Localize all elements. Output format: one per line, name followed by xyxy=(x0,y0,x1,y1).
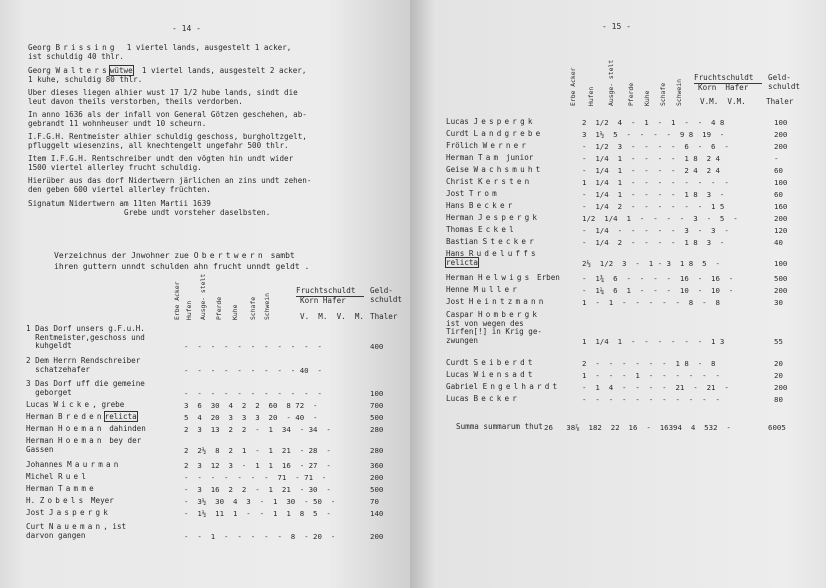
row-geld: 200 xyxy=(774,286,788,295)
table-row-name xyxy=(446,130,543,139)
row-name-pre: 3 Das Dorf uff die gemeine geborget xyxy=(26,379,145,397)
table-row-name xyxy=(26,497,114,506)
row-geld: 200 xyxy=(370,473,384,482)
row-values: - 1/4 1 - - - - 2 4 2 4 xyxy=(582,166,720,175)
row-values: 1/2 1/4 1 - - - - 3 - 5 - xyxy=(582,214,738,223)
row-name-post: , grebe xyxy=(92,400,125,409)
row-geld: 30 xyxy=(774,298,783,307)
row-values: 2½ 1/2 3 - 1 - 3 1 8 5 - xyxy=(582,258,720,268)
row-name-spaced: Landgrebe xyxy=(473,129,544,138)
row-name-spaced: Zobels xyxy=(39,496,87,505)
table-row-name xyxy=(446,298,547,307)
korn-hafer-header: Korn Hafer xyxy=(698,83,749,92)
summa-label: Summa summarum thut xyxy=(456,422,543,431)
row-name-post: Meyer xyxy=(86,496,114,505)
row-geld: 160 xyxy=(774,202,788,211)
row-values: - 1/4 1 - - - - 1 8 3 - xyxy=(582,190,725,199)
row-geld: 70 xyxy=(370,497,379,506)
row-name-pre: Johannes xyxy=(26,460,68,469)
column-header: Ausge- stelt xyxy=(199,273,207,320)
table-row-name xyxy=(26,325,145,351)
row-geld: 80 xyxy=(774,395,783,404)
row-name-pre: Herman xyxy=(26,412,59,421)
table-row-name xyxy=(26,485,97,494)
column-header: Ausge- stelt xyxy=(607,59,615,106)
row-name-post: Erben xyxy=(532,273,560,282)
row-name-boxed: relicta xyxy=(104,412,137,421)
row-name-pre: Jost xyxy=(446,189,469,198)
table-row-name xyxy=(446,154,533,163)
row-geld: - xyxy=(774,154,779,163)
table-row-name xyxy=(446,202,516,211)
entry-prefix: Georg xyxy=(28,66,56,75)
row-name-spaced: Jaspergk xyxy=(48,508,112,517)
row-name-spaced: Wiensadt xyxy=(473,370,536,379)
row-geld: 100 xyxy=(370,388,384,398)
row-name-pre: 2 Dem Herrn Rendschreiber schatzehafer xyxy=(26,356,141,374)
row-geld: 500 xyxy=(774,274,788,283)
table-row-name xyxy=(446,286,520,295)
title-name: Obertwern xyxy=(193,251,266,260)
table-row-name xyxy=(446,214,540,223)
row-name-spaced: Hombergk xyxy=(478,310,541,319)
row-name-spaced: Hoeman xyxy=(58,424,105,433)
row-name-post: junior xyxy=(501,153,534,162)
register-title-line2: ihren guttern unndt schulden ahn frucht unndt geldt . xyxy=(54,262,310,271)
row-values: 3 6 30 4 2 2 60 8 72 - xyxy=(184,401,318,410)
table-row-name xyxy=(446,226,517,235)
row-name-pre: Geise xyxy=(446,165,474,174)
table-row-name xyxy=(446,142,529,151)
register-title xyxy=(54,252,295,261)
row-name-pre: Hans xyxy=(446,201,469,210)
entry-text: Hierüber aus das dorf Nidertwern järlichen an zins undt zehen- den geben 600 viertel allerley früchten. xyxy=(28,176,312,194)
geld-header: Geld- schuldt xyxy=(370,286,403,304)
column-header: Schafe xyxy=(659,82,667,106)
row-geld: 100 xyxy=(774,178,788,187)
table-row-name xyxy=(446,395,520,404)
row-name-pre: Curdt xyxy=(446,358,474,367)
row-name-spaced: Maurman xyxy=(67,460,122,469)
row-geld: 20 xyxy=(774,359,783,368)
row-geld: 200 xyxy=(774,214,788,223)
row-name-pre: 1 Das Dorf unsers g.F.u.H. Rentmeister,geschoss und kuhgeldt xyxy=(26,324,145,351)
row-values: - 1/4 2 - - - - 1 8 3 - xyxy=(582,238,725,247)
row-geld: 500 xyxy=(370,413,384,422)
table-row-name xyxy=(446,118,536,127)
entry-text: 1 viertel lands, ausgestelt 2 acker, 1 kuhe, schuldig 80 thlr. xyxy=(28,66,307,84)
row-name-pre: Herman xyxy=(26,436,59,445)
row-name-spaced: Becker xyxy=(473,394,521,403)
row-name-spaced: Breden xyxy=(58,412,105,421)
entry-text: Uber dieses liegen alhier wust 17 1/2 hube lands, sindt die leut davon theils verstorben, theils verdorben. xyxy=(28,88,298,106)
row-name-spaced: Kersten xyxy=(478,177,533,186)
row-values: - 1/2 3 - - - - 6 - 6 - xyxy=(582,142,729,151)
row-name-boxed: relicta xyxy=(446,257,479,267)
row-name-spaced: Seiberdt xyxy=(473,358,536,367)
table-row-name xyxy=(26,380,145,397)
row-geld: 500 xyxy=(370,485,384,494)
row-name-pre: Hans xyxy=(446,249,469,258)
row-name-pre: Lucas xyxy=(446,394,474,403)
row-geld: 280 xyxy=(370,445,384,455)
row-name-pre: Gabriel xyxy=(446,382,483,391)
row-name-spaced: Jespergk xyxy=(478,213,541,222)
row-name-spaced: Werner xyxy=(482,141,530,150)
entry-name: Walters xyxy=(55,66,110,75)
table-row-name xyxy=(26,461,122,470)
row-name-spaced: Tam xyxy=(478,153,502,162)
table-row-name xyxy=(446,238,537,247)
entry-text: I.F.G.H. Rentmeister alhier schuldig geschoss, burgholtzgelt, pfluggelt wiesenzins, all knechtengelt ungefahr 500 thlr. xyxy=(28,132,307,150)
frucht-header: Fruchtschuldt xyxy=(694,73,754,82)
column-header: Erbe Acker xyxy=(569,67,577,106)
row-values: - - - - - - - - - 40 - xyxy=(184,365,322,375)
row-name-spaced: Heintzmann xyxy=(468,297,547,306)
column-header: Kuhe xyxy=(231,304,239,320)
table-row-name xyxy=(26,509,111,518)
row-name-post: ist von wegen des Tirfen[!] in Krig ge- zwungen xyxy=(446,318,543,345)
column-header: Erbe Acker xyxy=(173,281,181,320)
table-row-name xyxy=(446,359,536,368)
row-values: - - 1 - - - - - 8 - 20 - xyxy=(184,531,336,541)
row-name-pre: Caspar xyxy=(446,310,479,319)
row-values: - 1 4 - - - - 21 - 21 - xyxy=(582,383,729,392)
row-geld: 40 xyxy=(774,238,783,247)
column-header: Schafe xyxy=(249,296,257,320)
thaler-header: Thaler xyxy=(766,97,794,106)
table-row-name xyxy=(446,274,560,283)
table-row-name xyxy=(446,371,536,380)
row-values: - 1¼ 6 1 - - - 10 - 10 - xyxy=(582,286,734,295)
table-row-name xyxy=(26,523,126,540)
row-name-pre: Thomas xyxy=(446,225,479,234)
column-header: Schwein xyxy=(263,293,271,320)
page-number: - 14 - xyxy=(172,24,201,33)
table-row-name xyxy=(26,473,89,482)
entry-paragraph xyxy=(28,111,307,128)
row-geld: 700 xyxy=(370,401,384,410)
entry-paragraph xyxy=(28,177,311,194)
row-values: 1 - 1 - - - - - 8 - 8 xyxy=(582,298,720,307)
row-values: - - - - - - - - - - - xyxy=(184,388,322,398)
korn-hafer-header: Korn Hafer xyxy=(300,296,346,305)
column-header: Pferde xyxy=(215,296,223,320)
geld-header: Geld- schuldt xyxy=(768,73,801,91)
row-geld: 200 xyxy=(774,142,788,151)
table-row-name xyxy=(446,383,560,392)
row-values: - 1/4 - - - - - 3 - 3 - xyxy=(582,226,729,235)
column-header: Hufen xyxy=(587,86,595,106)
entry-paragraph xyxy=(28,44,291,61)
row-name-post: dahinden xyxy=(104,424,146,433)
row-name-pre: H. xyxy=(26,496,40,505)
entry-paragraph xyxy=(28,67,306,84)
entry-paragraph xyxy=(28,155,293,172)
vm-header: V.M. V.M. xyxy=(700,97,746,106)
row-geld: 20 xyxy=(774,371,783,380)
title-pre: Verzeichnus der Jnwohner zue xyxy=(54,251,194,260)
table-row-name xyxy=(446,178,532,187)
row-name-spaced: Ruel xyxy=(58,472,90,481)
row-values: 2 1/2 4 - 1 - 1 - - 4 8 xyxy=(582,118,725,127)
table-row-name xyxy=(26,437,141,454)
row-name-pre: Michel xyxy=(26,472,59,481)
row-geld: 400 xyxy=(370,342,384,352)
right-page xyxy=(410,0,826,588)
row-values: - - - - - - - - - - - xyxy=(582,395,720,404)
row-values: 2 - - - - - - 1 8 - 8 xyxy=(582,359,716,368)
row-values: - 3½ 30 4 3 - 1 30 - 50 - xyxy=(184,497,336,506)
table-row-name xyxy=(446,250,539,267)
table-row-name xyxy=(26,413,137,422)
column-header: Kuhe xyxy=(643,90,651,106)
row-values: - 1¾ 6 - - - - 16 - 16 - xyxy=(582,274,734,283)
entry-name: Brissing xyxy=(55,43,118,52)
row-name-pre: Lucas xyxy=(446,370,474,379)
row-name-post: bey der Gassen xyxy=(26,436,142,454)
table-row-name xyxy=(446,311,542,345)
row-name-spaced: Muller xyxy=(473,285,521,294)
table-row-name xyxy=(26,401,124,410)
row-values: 1 1/4 1 - - - - - - - - xyxy=(582,178,729,187)
row-geld: 60 xyxy=(774,190,783,199)
row-values: 2 2½ 8 2 1 - 1 21 - 28 - xyxy=(184,445,331,455)
entry-text: Item I.F.G.H. Rentschreiber undt den vögten hin undt wider 1500 viertel allerley frucht schuldig. xyxy=(28,154,294,172)
row-geld: 100 xyxy=(774,118,788,127)
row-name-spaced: Trom xyxy=(468,189,500,198)
row-values: - 1/4 2 - - - - - - 1 5 xyxy=(582,202,725,211)
entry-text: In anno 1636 als der infall von General Götzen geschehen, ab- gebrandt 11 wohnheuser undt 10 scheurn. xyxy=(28,110,307,128)
row-name-spaced: Hoeman xyxy=(58,436,105,445)
row-values: 5 4 20 3 3 3 20 - 40 - xyxy=(184,413,318,422)
entry-paragraph xyxy=(28,89,298,106)
row-values: 2 3 13 2 2 - 1 34 - 34 - xyxy=(184,425,331,434)
entry-paragraph xyxy=(28,133,307,150)
table-row-name xyxy=(26,357,140,374)
row-values: 2 3 12 3 - 1 1 16 - 27 - xyxy=(184,461,331,470)
row-values: - 3 16 2 2 - 1 21 - 30 - xyxy=(184,485,331,494)
row-values: 1 - - - 1 - - - - - - xyxy=(582,371,720,380)
row-name-pre: Bastian xyxy=(446,237,483,246)
row-name-pre: Lucas xyxy=(446,117,474,126)
row-name-pre: Herman xyxy=(446,213,479,222)
vm-header: V. M. V. M. xyxy=(300,312,365,321)
row-name-spaced: Wachsmuht xyxy=(473,165,544,174)
row-name-spaced: Tamme xyxy=(58,484,97,493)
row-name-spaced: Wicke xyxy=(53,400,93,409)
row-geld: 280 xyxy=(370,425,384,434)
entry-text: Signatum Nidertwern am 11ten Martii 1639 Grebe undt vorsteher daselbsten. xyxy=(28,199,271,217)
row-name-pre: Lucas xyxy=(26,400,54,409)
row-geld: 360 xyxy=(370,461,384,470)
row-name-pre: Henne xyxy=(446,285,474,294)
table-row-name xyxy=(446,166,543,175)
frucht-header: Fruchtschuldt xyxy=(296,286,356,295)
column-header: Pferde xyxy=(627,82,635,106)
entry-text: 1 viertel lands, ausgestelt 1 acker, ist schuldig 40 thlr. xyxy=(28,43,292,61)
row-geld: 120 xyxy=(774,226,788,235)
table-row-name xyxy=(26,425,146,434)
row-values: - - - - - - - - - - - xyxy=(184,342,322,352)
row-name-pre: Curdt xyxy=(446,129,474,138)
row-name-spaced: Rudeluffs xyxy=(468,249,539,258)
row-geld: 100 xyxy=(774,258,788,268)
table-row-name xyxy=(446,190,500,199)
row-name-pre: Herman xyxy=(26,424,59,433)
row-name-spaced: Helwigs xyxy=(478,273,533,282)
row-name-pre: Curt xyxy=(26,522,49,531)
thaler-header: Thaler xyxy=(370,312,398,321)
row-values: - 1½ 11 1 - - 1 1 8 5 - xyxy=(184,509,331,518)
row-geld: 55 xyxy=(774,336,783,346)
row-values: - 1/4 1 - - - - 1 8 2 4 xyxy=(582,154,720,163)
row-name-pre: Herman xyxy=(446,273,479,282)
row-name-spaced: Becker xyxy=(468,201,516,210)
left-page xyxy=(0,0,410,588)
row-name-spaced: Jespergk xyxy=(473,117,536,126)
column-header: Hufen xyxy=(185,300,193,320)
row-values: 3 1½ 5 - - - - 9 8 19 - xyxy=(582,130,725,139)
row-geld: 140 xyxy=(370,509,384,518)
summa-values: 26 38⅞ 182 22 16 - 16394 4 532 - xyxy=(544,423,731,432)
row-geld: 60 xyxy=(774,166,783,175)
page-number: - 15 - xyxy=(602,22,631,31)
row-geld: 200 xyxy=(774,383,788,392)
row-name-spaced: Eckel xyxy=(478,225,517,234)
title-post: sambt xyxy=(265,251,295,260)
row-name-pre: Herman xyxy=(446,153,479,162)
row-name-pre: Jost xyxy=(446,297,469,306)
row-name-pre: Herman xyxy=(26,484,59,493)
row-name-pre: Frölich xyxy=(446,141,483,150)
summa-geld: 6005 xyxy=(768,423,786,432)
entry-paragraph xyxy=(28,200,270,217)
row-geld: 200 xyxy=(370,531,384,541)
row-values: - - - - - - - 71 - 71 - xyxy=(184,473,327,482)
row-name-spaced: Stecker xyxy=(482,237,537,246)
row-name-spaced: Engelhardt xyxy=(482,382,561,391)
entry-prefix: Georg xyxy=(28,43,56,52)
row-values: 1 1/4 1 - - - - - - 1 3 xyxy=(582,336,725,346)
row-geld: 200 xyxy=(774,130,788,139)
row-name-pre: Jost xyxy=(26,508,49,517)
row-name-pre: Christ xyxy=(446,177,479,186)
row-name-post: , ist darvon gangen xyxy=(26,522,127,540)
column-header: Schwein xyxy=(675,79,683,106)
entry-boxed: wütwe xyxy=(109,66,133,75)
row-name-spaced: Naueman xyxy=(48,522,104,531)
